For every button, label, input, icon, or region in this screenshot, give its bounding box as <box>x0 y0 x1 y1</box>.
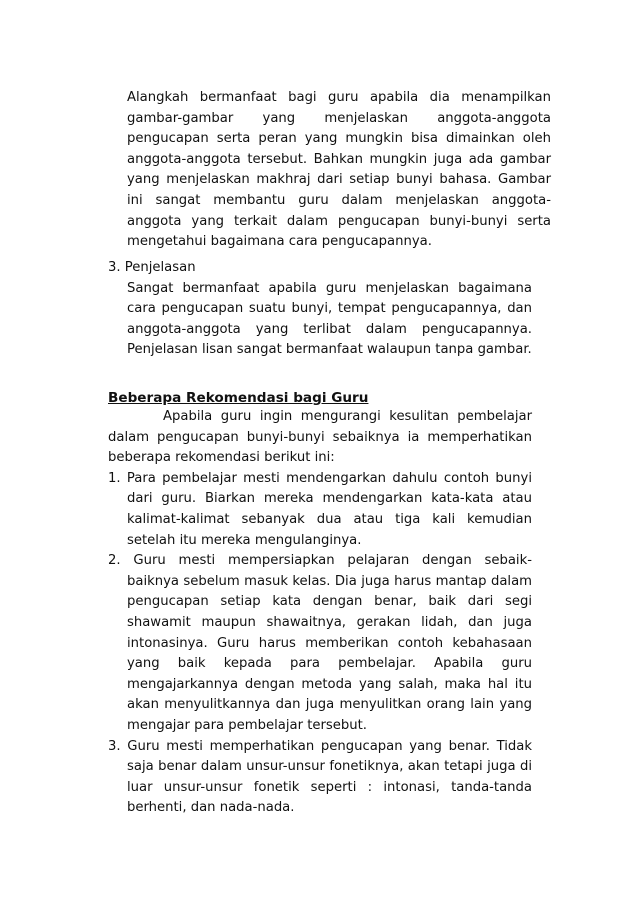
item-penjelasan <box>108 258 532 361</box>
recommendation-item-2: 2. Guru mesti mempersiapkan pelajaran dengan sebaik-baiknya sebelum masuk kelas. Dia juga harus mantap dalam pengucapan setiap kata dengan benar, baik dari segi shawamit maupun shawaitnya, gerakan lidah, dan juga intonasinya. Guru harus memberikan contoh kebahasaan yang baik kepada para pembelajar. Apabila guru mengajarkannya dengan metoda yang salah, maka hal itu akan menyulitkannya dan juga menyulitkan orang lain yang mengajar para pembelajar tersebut. <box>108 553 532 733</box>
item-penjelasan-title: 3. Penjelasan <box>108 260 196 275</box>
recommendation-item-3: 3. Guru mesti memperhatikan pengucapan yang benar. Tidak saja benar dalam unsur-unsur fonetiknya, akan tetapi juga di luar unsur-unsur fonetik seperti : intonasi, tanda-tanda berhenti, dan nada-nada. <box>108 738 532 816</box>
paragraph-gambar-text: Alangkah bermanfaat bagi guru apabila dia menampilkan gambar-gambar yang menjelaskan anggota-anggota pengucapan serta peran yang mungkin bisa dimainkan oleh anggota-anggota tersebut. Bahkan mungkin juga ada gambar yang menjelaskan makhraj dari setiap bunyi bahasa. Gambar ini sangat membantu guru dalam menjelaskan anggota-anggota yang terkait dalam pengucapan bunyi-bunyi serta mengetahui bagaimana cara pengucapannya. <box>127 90 551 250</box>
item-penjelasan-text: Sangat bermanfaat apabila guru menjelaskan bagaimana cara pengucapan suatu bunyi, tempat pengucapannya, dan anggota-anggota yang terlibat dalam pengucapannya. Penjelasan lisan sangat bermanfaat walaupun tanpa gambar. <box>127 280 532 358</box>
recommendation-item-1: 1. Para pembelajar mesti mendengarkan dahulu contoh bunyi dari guru. Biarkan mereka mendengarkan kata-kata atau kalimat-kalimat sebanyak dua atau tiga kali kemudian setelah itu mereka mengulanginya. <box>108 470 532 548</box>
paragraph-gambar <box>108 88 551 253</box>
recommendations-intro: Apabila guru ingin mengurangi kesulitan pembelajar dalam pengucapan bunyi-bunyi sebaiknya ia memperhatikan beberapa rekomendasi berikut ini: <box>108 409 532 466</box>
section-heading: Beberapa Rekomendasi bagi Guru <box>108 390 369 406</box>
recommendations-body <box>108 407 532 819</box>
